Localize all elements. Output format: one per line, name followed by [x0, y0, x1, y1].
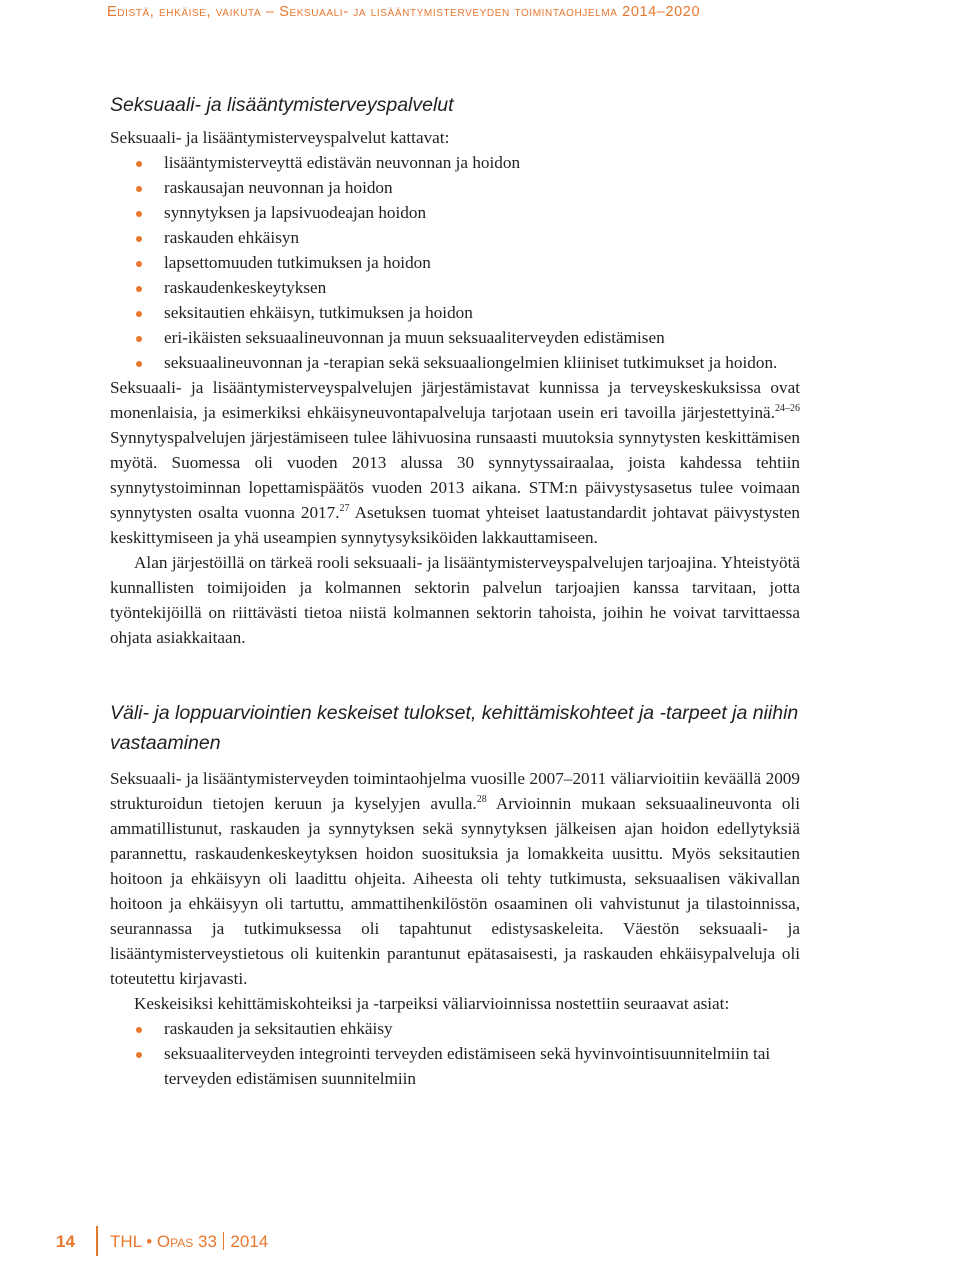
bullet-icon	[136, 1027, 142, 1033]
body-paragraph: Seksuaali- ja lisääntymisterveyspalvelujen järjestämistavat kunnissa ja terveyskeskuksissa ovat monenlaisia, ja esimerkiksi ehkäisyneuvontapalveluja tarjotaan usein eri tavoilla järjestettyinä.$^{24-26}$ Synnytyspalvelujen järjestämiseen tulee lähivuosina runsaasti muutoksia synnytysten keskittämisen myötä. Suomessa oli vuoden 2013 alussa 30 synnytyssairaalaa, joista kahdessa tehtiin synnytystoiminnan lopettamispäätös vuoden 2013 aikana. STM:n päivystysasetus tulee voimaan synnytysten osalta vuonna 2017.27 Asetuksen tuomat yhteiset laatustandardit johtavat päivystysten keskittymiseen ja yhä useampien synnytysyksiköiden lakkauttamiseen.	[110, 378, 800, 547]
list-item: seksuaalineuvonnan ja -terapian sekä seksuaaliongelmien kliiniset tutkimukset ja hoidon.	[110, 350, 800, 375]
list-item: eri-ikäisten seksuaalineuvonnan ja muun seksuaaliterveyden edistämisen	[110, 325, 800, 350]
list-item: raskauden ja seksitautien ehkäisy	[110, 1016, 800, 1041]
page-body	[110, 92, 800, 1091]
bullet-icon	[136, 286, 142, 292]
development-list	[110, 1016, 800, 1091]
list-item: raskauden ehkäisyn	[110, 225, 800, 250]
section-heading: Seksuaali- ja lisääntymisterveyspalvelut	[110, 94, 454, 116]
bullet-icon	[136, 161, 142, 167]
bullet-icon	[136, 1052, 142, 1058]
publisher-name: THL	[110, 1232, 142, 1251]
body-paragraph: Seksuaali- ja lisääntymisterveyden toimintaohjelma vuosille 2007–2011 väliarvioitiin keväällä 2009 strukturoidun tietojen keruun ja kyselyjen avulla.$^{28}$ Arvioinnin mukaan seksuaalineuvonta oli ammatillistunut, raskauden ja synnytyksen sekä synnytyksen jälkeisen ajan hoidon edellytyksiä parannettu, raskaudenkeskeytyksen hoidon suosituksia ja lomakkeita uusittu. Myös seksitautien hoitoon ja ehkäisyyn oli laadittu ohjeita. Aiheesta oli tehty tutkimusta, seksuaalisen väkivallan hoitoon ja ehkäisyyn oli tartuttu, ammattihenkilöstön osaaminen oli vahvistunut ja tilastoinnissa, seurannassa ja tutkimuksessa oli tapahtunut edistysaskeleita. Väestön seksuaali- ja lisääntymisterveystietous oli kuitenkin parantunut epätasaisesti, ja raskauden ehkäisypalveluja oli toteutettu kirjavasti.	[110, 769, 800, 988]
bullet-icon	[136, 236, 142, 242]
footer-divider	[96, 1226, 98, 1256]
list-item: lisääntymisterveyttä edistävän neuvonnan ja hoidon	[110, 150, 800, 175]
list-item: lapsettomuuden tutkimuksen ja hoidon	[110, 250, 800, 275]
bullet-icon	[136, 261, 142, 267]
body-paragraph: Keskeisiksi kehittämiskohteiksi ja -tarpeiksi väliarvioinnissa nostettiin seuraavat asiat:	[134, 994, 730, 1013]
list-item: seksuaaliterveyden integrointi terveyden edistämiseen sekä hyvinvointisuunnitelmiin tai terveyden edistämisen suunnitelmiin	[110, 1041, 800, 1091]
footnote-ref: 27	[339, 503, 350, 514]
bullet-icon	[136, 186, 142, 192]
bullet-icon	[136, 211, 142, 217]
bullet-icon	[136, 311, 142, 317]
list-item: raskausajan neuvonnan ja hoidon	[110, 175, 800, 200]
series-name: Opas 33	[156, 1232, 217, 1251]
page-footer	[0, 1226, 960, 1256]
list-item: raskaudenkeskeytyksen	[110, 275, 800, 300]
bullet-icon	[136, 361, 142, 367]
footnote-ref: 28	[476, 794, 487, 805]
section-heading: Väli- ja loppuarviointien keskeiset tulokset, kehittämiskohteet ja -tarpeet ja niihin vastaaminen	[110, 702, 799, 754]
running-header: Edistä, ehkäise, vaikuta – Seksuaali- ja lisääntymisterveyden toimintaohjelma 2014–2020	[107, 4, 701, 20]
bullet-icon: •	[146, 1232, 153, 1251]
bullet-icon	[136, 336, 142, 342]
intro-text: Seksuaali- ja lisääntymisterveyspalvelut kattavat:	[110, 128, 450, 147]
list-item: synnytyksen ja lapsivuodeajan hoidon	[110, 200, 800, 225]
list-item: seksitautien ehkäisyn, tutkimuksen ja hoidon	[110, 300, 800, 325]
footer-separator	[223, 1232, 225, 1250]
body-paragraph: Alan järjestöillä on tärkeä rooli seksuaali- ja lisääntymisterveyspalvelujen tarjoajina. Yhteistyötä kunnallisten toimijoiden ja kolmannen sektorin palvelun tarjoajien kanssa tarvitaan, jotta työntekijöillä on riittävästi tietoa niistä kolmannen sektorin tahoista, joihin he voivat tarvittaessa ohjata asiakkaitaan.	[110, 553, 800, 647]
footnote-ref: 24–26	[775, 403, 800, 414]
publication-year: 2014	[230, 1232, 269, 1251]
footer-publication	[110, 1232, 268, 1252]
services-list	[110, 150, 800, 375]
page-number: 14	[56, 1232, 75, 1251]
